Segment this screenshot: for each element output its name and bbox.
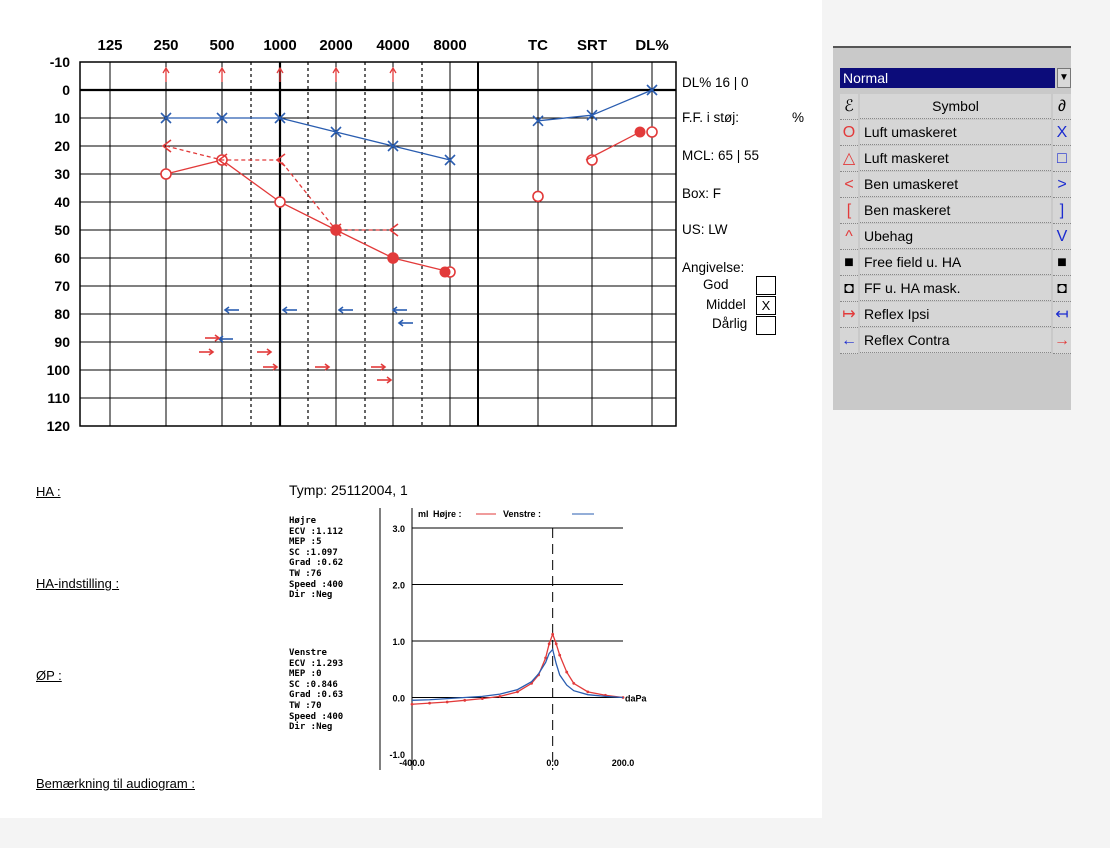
legend-left-ear-symbol-icon: ↤ <box>1053 302 1071 328</box>
legend-row[interactable] <box>840 172 1071 198</box>
ha-indstilling-label: HA-indstilling : <box>36 576 120 591</box>
us-readout: US: LW <box>682 222 728 237</box>
tymp-y-tick: 0.0 <box>392 693 405 704</box>
tymp-y-tick: 3.0 <box>392 524 405 534</box>
legend-right-ear-symbol-icon: [ <box>840 198 858 224</box>
ff-unit: % <box>792 110 805 125</box>
db-tick-label: 0 <box>62 82 70 98</box>
freq-tick-label: 8000 <box>433 37 467 54</box>
legend-left-ear-symbol-icon: ■ <box>1053 250 1071 276</box>
legend-label: Ben maskeret <box>860 198 1051 223</box>
db-tick-label: 20 <box>54 138 70 154</box>
extra-tick-label: SRT <box>577 37 607 54</box>
tymp-point <box>548 642 551 645</box>
legend-right-ear-symbol-icon: ◘ <box>840 276 858 302</box>
tymp-point <box>565 671 568 674</box>
freq-tick-label: 1000 <box>263 37 297 54</box>
tymp-series-line <box>412 634 623 704</box>
db-tick-label: -10 <box>49 54 70 70</box>
ha-label: HA : <box>36 484 61 499</box>
tymp-x-tick: 0.0 <box>546 758 559 768</box>
legend-left-ear-symbol-icon: ◘ <box>1053 276 1071 302</box>
freq-tick-label: 250 <box>153 37 179 54</box>
legend-left-ear-symbol-icon: □ <box>1053 146 1071 172</box>
tymp-y-tick: -1.0 <box>389 750 405 760</box>
db-tick-label: 100 <box>46 362 70 378</box>
op-label: ØP : <box>36 668 62 683</box>
bemaerkning-label: Bemærkning til audiogram : <box>36 776 195 791</box>
legend-right-ear-symbol-icon: ^ <box>840 224 858 250</box>
freq-tick-label: 4000 <box>376 37 410 54</box>
tymp-y-tick: 1.0 <box>392 637 405 647</box>
legend-row[interactable] <box>840 146 1071 172</box>
tymp-left-line: TW :70 <box>289 700 322 711</box>
db-tick-label: 60 <box>54 250 70 266</box>
tymp-point <box>428 702 431 705</box>
legend-label: Luft maskeret <box>860 146 1051 171</box>
legend-label: Reflex Contra <box>860 328 1051 353</box>
tymp-x-unit: daPa <box>625 693 647 704</box>
tymp-legend-hojre: Højre : <box>433 509 462 519</box>
db-tick-label: 50 <box>54 222 70 238</box>
freq-tick-label: 2000 <box>319 37 353 54</box>
legend-right-ear-symbol-icon: △ <box>840 146 858 172</box>
mcl-readout: MCL: 65 | 55 <box>682 148 760 163</box>
legend-left-ear-symbol-icon: X <box>1053 120 1071 146</box>
tymp-left-line: MEP :0 <box>289 669 322 680</box>
legend-label: FF u. HA mask. <box>860 276 1051 301</box>
tymp-title: Tymp: 25112004, 1 <box>289 482 408 498</box>
tymp-right-line: Grad :0.62 <box>289 558 344 569</box>
legend-header-label: Symbol <box>860 94 1051 119</box>
tymp-y-tick: 2.0 <box>392 580 405 591</box>
condition-dropdown[interactable]: Normal <box>840 68 1055 88</box>
db-tick-label: 10 <box>54 110 70 126</box>
legend-right-ear-symbol-icon: < <box>840 172 858 198</box>
extra-tick-label: DL% <box>635 37 669 54</box>
legend-right-ear-symbol-icon: ↦ <box>840 302 858 328</box>
tymp-left-line: SC :0.846 <box>289 679 338 690</box>
legend-row[interactable] <box>840 250 1071 276</box>
tymp-right-line: Speed :400 <box>289 579 344 590</box>
tymp-point <box>555 642 558 645</box>
legend-row[interactable] <box>840 198 1071 224</box>
legend-left-ear-symbol-icon: V <box>1053 224 1071 250</box>
legend-row[interactable] <box>840 120 1071 146</box>
legend-label: Reflex Ipsi <box>860 302 1051 327</box>
legend-header-row <box>840 94 1071 120</box>
legend-label: Free field u. HA <box>860 250 1051 275</box>
darlig-label: Dårlig <box>712 316 748 331</box>
legend-row[interactable] <box>840 224 1071 250</box>
dropdown-arrow-icon[interactable]: ▼ <box>1057 68 1071 88</box>
left-ear-icon: ∂ <box>1053 94 1071 120</box>
tymp-left-line: ECV :1.293 <box>289 658 344 669</box>
bottom-margin <box>0 818 1110 848</box>
tymp-point <box>551 633 554 636</box>
tymp-right-line: MEP :5 <box>289 537 322 548</box>
tymp-left-head: Venstre <box>289 648 327 658</box>
tymp-right-line: Dir :Neg <box>289 590 333 601</box>
db-tick-label: 110 <box>47 390 70 406</box>
legend-row[interactable] <box>840 302 1071 328</box>
db-tick-label: 80 <box>54 306 70 322</box>
tymp-x-tick: 200.0 <box>611 758 635 768</box>
tymp-right-head: Højre <box>289 516 317 526</box>
freq-tick-label: 125 <box>97 37 123 54</box>
db-tick-label: 40 <box>54 194 70 210</box>
db-tick-label: 90 <box>54 334 70 350</box>
legend-right-ear-symbol-icon: ← <box>840 328 858 354</box>
tymp-point <box>446 701 449 704</box>
tymp-right-line: TW :76 <box>289 568 322 579</box>
middel-label: Middel <box>706 297 746 312</box>
tymp-point <box>411 703 414 706</box>
tymp-left-line: Grad :0.63 <box>289 690 344 701</box>
db-tick-label: 120 <box>46 418 70 434</box>
legend-right-ear-symbol-icon: ■ <box>840 250 858 276</box>
tymp-right-line: ECV :1.112 <box>289 526 344 537</box>
legend-label: Ben umaskeret <box>860 172 1051 197</box>
tymp-point <box>499 695 502 698</box>
legend-label: Luft umaskeret <box>860 120 1051 145</box>
legend-row[interactable] <box>840 276 1071 302</box>
tymp-point <box>481 697 484 700</box>
right-ear-icon: ℰ <box>840 94 858 120</box>
dl-readout: DL% 16 | 0 <box>682 75 749 90</box>
tymp-point <box>558 654 561 657</box>
tymp-point <box>516 690 519 693</box>
tymp-point <box>586 690 589 693</box>
legend-right-ear-symbol-icon: O <box>840 120 858 146</box>
freq-tick-label: 500 <box>209 37 235 54</box>
db-tick-label: 30 <box>54 166 70 182</box>
god-label: God <box>703 277 729 292</box>
tymp-point <box>463 699 466 702</box>
tymp-left-line: Dir :Neg <box>289 722 333 733</box>
tymp-right-line: SC :1.097 <box>289 547 338 558</box>
middel-checkbox[interactable]: X <box>756 296 776 315</box>
legend-row[interactable] <box>840 328 1071 354</box>
legend-label: Ubehag <box>860 224 1051 249</box>
legend-left-ear-symbol-icon: → <box>1053 328 1071 354</box>
db-tick-label: 70 <box>54 278 70 294</box>
legend-left-ear-symbol-icon: ] <box>1053 198 1071 224</box>
tymp-x-tick: -400.0 <box>399 758 425 768</box>
box-readout: Box: F <box>682 186 722 201</box>
angivelse-label: Angivelse: <box>682 260 745 275</box>
extra-tick-label: TC <box>528 37 548 54</box>
tymp-left-line: Speed :400 <box>289 711 344 722</box>
tymp-legend-ml: ml <box>418 509 429 519</box>
tymp-legend-venstre: Venstre : <box>503 509 542 519</box>
ff-readout: F.F. i støj: <box>682 110 739 125</box>
legend-left-ear-symbol-icon: > <box>1053 172 1071 198</box>
symbol-legend-panel <box>833 46 1071 410</box>
tymp-point <box>572 682 575 685</box>
